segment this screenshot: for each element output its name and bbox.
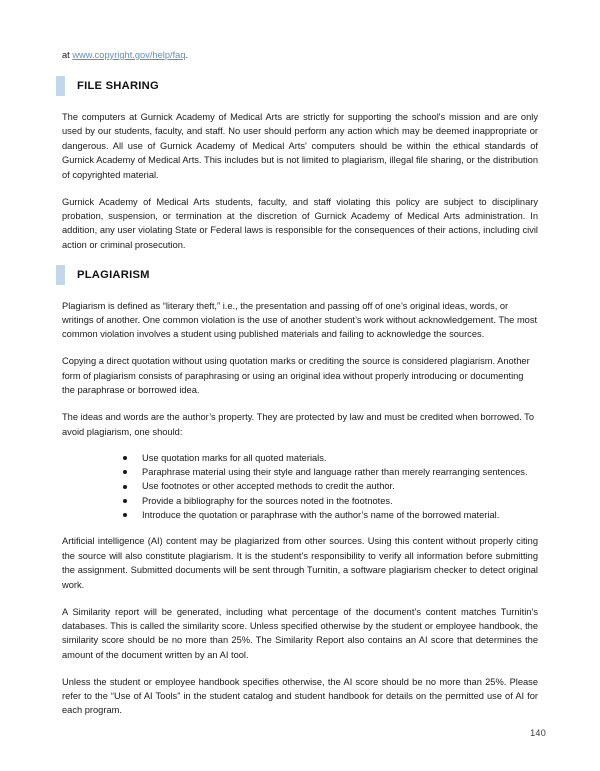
list-item: Introduce the quotation or paraphrase with the author’s name of the borrowed material. (123, 508, 538, 522)
paragraph-plagiarism-1: Plagiarism is defined as “literary theft,” i.e., the presentation and passing off of one’s original ideas, words, or writings of another. One common violation is the use of another student’s work without acknowledgement. The most common violation involves a student using published materials and failing to acknowledge the sources. (62, 300, 538, 340)
list-item: Provide a bibliography for the sources noted in the footnotes. (123, 494, 538, 508)
paragraph-plagiarism-3: The ideas and words are the author’s property. They are protected by law and must be credited when borrowed. To avoid plagiarism, one should: (62, 412, 535, 437)
paragraph-file-sharing-1: The computers at Gurnick Academy of Medical Arts are strictly for supporting the school's mission and are only used by our students, faculty, and staff. No user should perform any action which may be deemed inappropriate or dangerous. All use of Gurnick Academy of Medical Arts' computers should be within the ethical standards of Gurnick Academy of Medical Arts. This includes but is not limited to plagiarism, illegal file sharing, or the distribution of copyrighted material. (62, 112, 538, 180)
page-number: 140 (530, 728, 546, 738)
list-item: Use footnotes or other accepted methods to credit the author. (123, 479, 538, 493)
paragraph-plagiarism-2: Copying a direct quotation without using quotation marks or crediting the source is considered plagiarism. Another form of plagiarism consists of paraphrasing or using an original idea without properly introducing or documenting the paraphrase or borrowed idea. (62, 356, 530, 396)
heading-label: FILE SHARING (77, 80, 159, 92)
section-heading-plagiarism (62, 265, 538, 285)
heading-label: PLAGIARISM (77, 268, 150, 281)
paragraph-similarity-report: A Similarity report will be generated, including what percentage of the document’s content matches Turnitin’s databases. This is called the similarity score. Unless specified otherwise by the student or employee handbook, the similarity score should be no more than 25%. The Similarity Report also contains an AI score that determines the amount of the document written by an AI tool. (62, 606, 538, 660)
heading-marker-icon (56, 76, 65, 96)
heading-marker-icon (56, 265, 65, 285)
section-heading-file-sharing (62, 76, 538, 96)
list-item: Use quotation marks for all quoted materials. (123, 451, 538, 465)
continuation-prefix: at (62, 50, 73, 60)
list-item: Paraphrase material using their style and language rather than merely rearranging sentences. (123, 465, 538, 479)
paragraph-file-sharing-2: Gurnick Academy of Medical Arts students, faculty, and staff violating this policy are subject to disciplinary probation, suspension, or termination at the discretion of Gurnick Academy of Medical Arts administration. In addition, any user violating State or Federal laws is responsible for the consequences of their actions, including civil action or criminal prosecution. (62, 196, 538, 250)
continuation-line (62, 48, 538, 62)
paragraph-ai-content: Artificial intelligence (AI) content may be plagiarized from other sources. Using this content without properly citing the source will also constitute plagiarism. It is the student’s responsibility to verify all information before submitting the assignment. Submitted documents will be sent through Turnitin, a software plagiarism checker to detect original work. (62, 536, 538, 590)
page-content (62, 48, 538, 730)
continuation-suffix: . (185, 50, 189, 60)
avoid-plagiarism-list (62, 451, 538, 522)
paragraph-ai-score: Unless the student or employee handbook specifies otherwise, the AI score should be no more than 25%. Please refer to the “Use of AI Tools” in the student catalog and student handbook for details on the permitted use of AI for each program. (62, 676, 538, 716)
copyright-faq-link[interactable]: www.copyright.gov/help/faq (72, 50, 186, 60)
